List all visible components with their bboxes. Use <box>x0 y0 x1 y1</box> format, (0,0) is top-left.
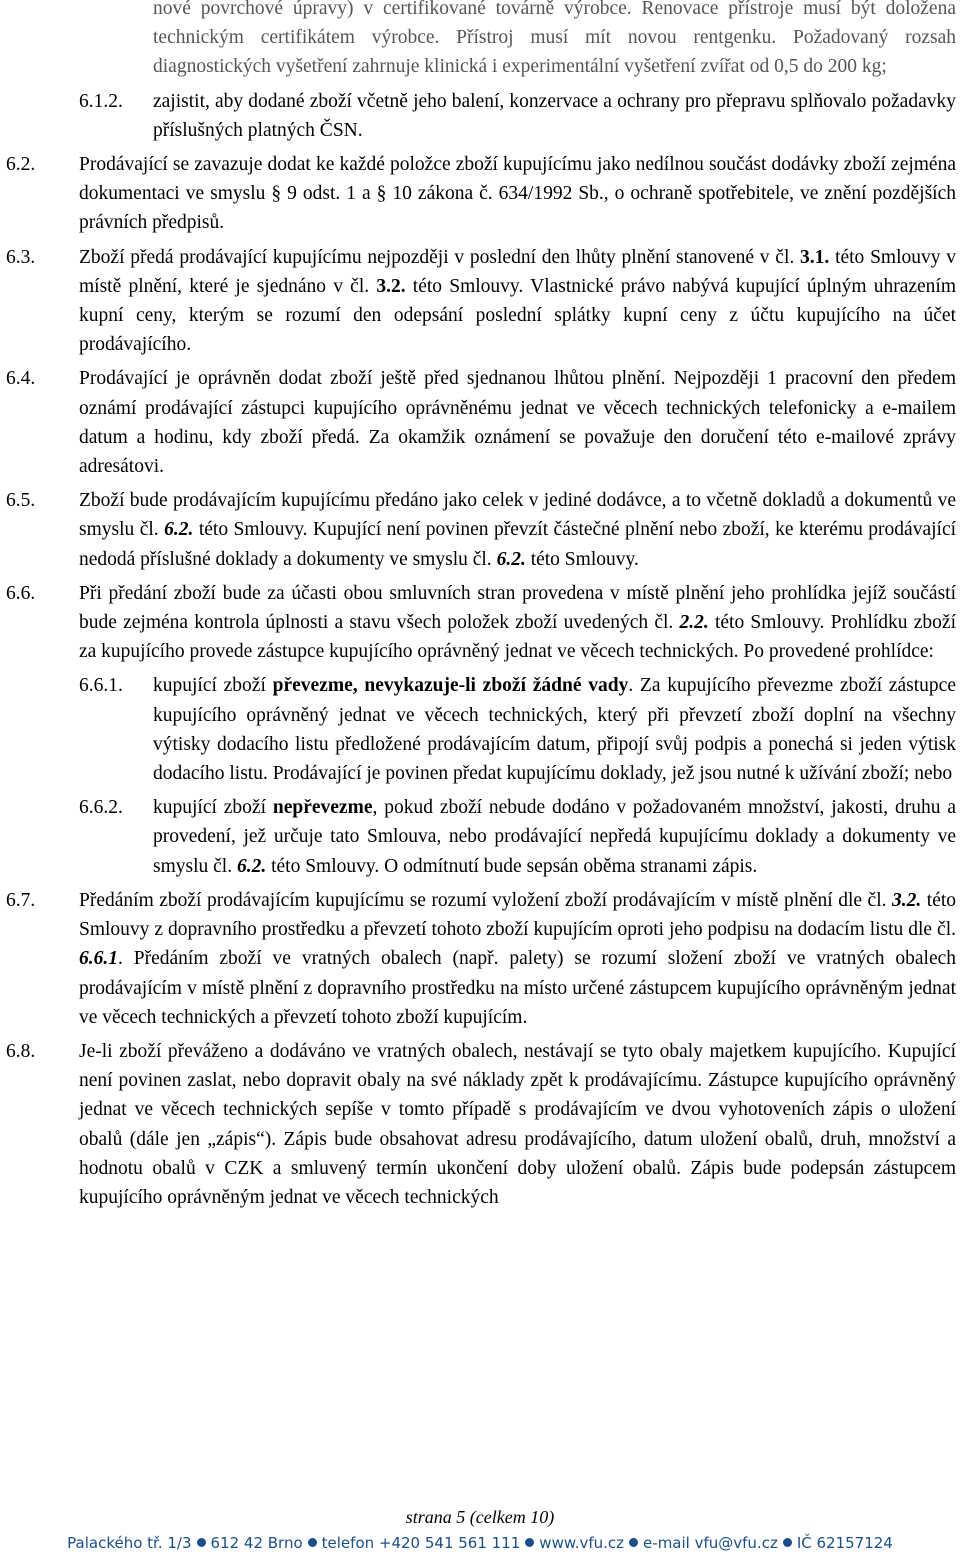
clause-emphasis: převezme, nevykazuje-li zboží žádné vady <box>272 675 629 697</box>
clause-text: kupující zboží <box>153 675 266 697</box>
bullet-icon <box>525 1538 534 1547</box>
footer-contact <box>0 1532 960 1554</box>
clause-number: 6.4. <box>6 368 36 390</box>
clause-6-6 <box>0 579 960 667</box>
clause-reference: 6.2. <box>236 855 267 877</box>
clause-text: Prodávající je oprávněn dodat zboží ještě před sjednanou lhůtou plnění. Nejpozději 1 pracovní den předem oznámí prodávající zástupci kupujícího oprávněnému jednat ve věcech technických telefonicky a e-mailem datum a hodinu, kdy zboží předá. Za okamžik oznámení se považuje den doručení této e-mailové zprávy adresátovi. <box>79 368 956 478</box>
clause-text: Předáním zboží prodávajícím kupujícímu se rozumí vyložení zboží prodávajícím v místě plnění dle čl. <box>79 889 887 911</box>
clause-6-2 <box>0 150 960 238</box>
clause-6-1-2 <box>0 87 960 145</box>
footer-web-link[interactable]: www.vfu.cz <box>539 1534 625 1552</box>
text-line: nové povrchové úpravy) v certifikované továrně výrobce. Renovace přístroje <box>153 0 794 19</box>
clause-6-3 <box>0 243 960 360</box>
clause-text: této Smlouvy z dopravního prostředku a převzetí tohoto zboží kupujícím oproti jeho podpisu na dodacím listu dle čl. <box>79 889 957 941</box>
text-line: experimentální vyšetření zvířat od 0,5 do 200 kg; <box>502 56 887 78</box>
clause-text: této Smlouvy. O odmítnutí bude sepsán oběma stranami zápis. <box>271 855 758 877</box>
clause-text: Při předání zboží bude za účasti obou smluvních stran provedena v místě plnění jeho prohlídka jejíž součástí bude zejména kontrola úplnosti a stavu všech položek zboží uvedených čl. <box>79 582 956 634</box>
clause-number: 6.6.1. <box>79 675 123 697</box>
clause-6-4 <box>0 364 960 481</box>
clause-6-5 <box>0 486 960 574</box>
clause-reference: 6.2. <box>164 519 194 541</box>
footer-address: Palackého tř. 1/3 <box>67 1534 192 1552</box>
clause-number: 6.3. <box>6 246 36 268</box>
bullet-icon <box>783 1538 792 1547</box>
clause-number: 6.2. <box>6 154 36 176</box>
clause-text: Je-li zboží převáženo a dodáváno ve vratných obalech, nestávají se tyto obaly majetkem kupujícího. Kupující není povinen zaslat, nebo dopravit obaly na své náklady zpět k prodávajícímu. Zástupce kupujícího oprávněný jednat ve věcech technických sepíše v tomto případě s prodávajícím ve dvou vyhotoveních zápis o uložení obalů (dále jen „zápis“). Zápis bude obsahovat adresu prodávajícího, datum uložení obalů, druh, množství a hodnotu obalů v CZK a smluvený termín ukončení doby uložení obalů. Zápis bude podepsán zástupcem kupujícího oprávněným jednat ve věcech technických <box>79 1040 956 1208</box>
clause-text: Zboží bude prodávajícím kupujícímu předáno jako celek v jediné dodávce, a to včetně dokladů a dokumentů ve smyslu čl. <box>79 490 956 541</box>
clause-reference: 2.2. <box>679 612 709 634</box>
footer-ic: IČ 62157124 <box>796 1534 893 1552</box>
clause-text: zajistit, aby dodané zboží včetně jeho balení, konzervace a ochrany pro přepravu splňovalo požadavky příslušných platných ČSN. <box>153 90 956 141</box>
clause-text: kupující zboží <box>153 797 266 819</box>
clause-6-8 <box>0 1037 960 1212</box>
text-line: rentgenku. Požadovaný rozsah diagnostických vyšetření zahrnuje klinická i <box>153 27 956 78</box>
paragraph-6-1-1-continuation <box>0 0 960 82</box>
page-number: strana 5 (celkem 10) <box>405 1507 555 1527</box>
clause-number: 6.6. <box>6 582 36 604</box>
clause-text: této Smlouvy. Vlastnické právo nabývá kupující úplným uhrazením kupní ceny, kterým se rozumí den odepsání poslední splátky kupní ceny z účtu kupujícího na účet prodávajícího. <box>79 275 956 356</box>
clause-text: Zboží předá prodávající kupujícímu nejpozději v poslední den lhůty plnění stanovené v čl. <box>79 246 795 268</box>
clause-number: 6.7. <box>6 889 36 911</box>
clause-text: , pokud zboží nebude dodáno v požadovaném množství, jakosti, druhu a provedení, jež určuje tato Smlouva, nebo prodávající nepředá kupujícímu doklady a dokumenty ve smyslu čl. <box>153 797 957 877</box>
clause-reference: 3.1. <box>800 246 830 268</box>
clause-text: této Smlouvy v místě plnění, které je sjednáno v čl. <box>79 246 957 297</box>
clause-number: 6.6.2. <box>79 797 123 819</box>
clause-emphasis: nepřevezme <box>272 797 373 819</box>
clause-reference: 3.2. <box>892 889 922 911</box>
clause-number: 6.5. <box>6 490 36 512</box>
bullet-icon <box>629 1538 638 1547</box>
clause-6-6-2 <box>0 793 960 881</box>
bullet-icon <box>197 1538 206 1547</box>
clause-text: . Za kupujícího převezme zboží zástupce kupujícího oprávněný jednat ve věcech technických, který při převzetí zboží doplní na všechny výtisky dodacího listu předložené prodávajícím datum, připojí svůj podpis a ponechá si jeden výtisk dodacího listu. Prodávající je povinen předat kupujícímu doklady, jež jsou nutné k užívání zboží; nebo <box>153 675 956 785</box>
clause-text: Prodávající se zavazuje dodat ke každé položce zboží kupujícímu jako nedílnou součást dodávky zboží zejména dokumentaci ve smyslu § 9 odst. 1 a § 10 zákona č. 634/1992 Sb., o ochraně spotřebitele, ve znění pozdějších právních předpisů. <box>79 154 956 234</box>
clause-text: této Smlouvy. <box>530 548 639 570</box>
text-line: musí být doložena technickým certifikátem výrobce. Přístroj musí mít novou <box>153 0 956 49</box>
footer-email-link[interactable]: e-mail vfu@vfu.cz <box>643 1534 778 1552</box>
clause-reference: 3.2. <box>376 275 406 297</box>
clause-reference: 6.6.1 <box>79 948 118 970</box>
clause-text: této Smlouvy. Kupující není povinen převzít částečné plnění nebo zboží, ke kterému prodávající nedodá příslušné doklady a dokumenty ve smyslu čl. <box>79 519 957 570</box>
footer-phone: telefon +420 541 561 111 <box>321 1534 521 1552</box>
clause-6-6-1 <box>0 671 960 788</box>
clause-number: 6.8. <box>6 1040 36 1062</box>
clause-text: této Smlouvy. Prohlídku zboží za kupujícího provede zástupce kupujícího oprávněný jednat ve věcech technických. Po provedené prohlídce: <box>79 612 956 663</box>
clause-text: . Předáním zboží ve vratných obalech (např. palety) se rozumí složení zboží ve vratných obalech prodávajícím v místě plnění z dopravního prostředku na místo určené zástupcem kupujícího oprávněným jednat ve věcech technických a převzetí tohoto zboží kupujícím. <box>79 948 956 1028</box>
clause-reference: 6.2. <box>496 548 526 570</box>
clause-6-7 <box>0 886 960 1032</box>
clause-number: 6.1.2. <box>79 90 123 112</box>
bullet-icon <box>308 1538 317 1547</box>
footer-zip: 612 42 Brno <box>210 1534 303 1552</box>
